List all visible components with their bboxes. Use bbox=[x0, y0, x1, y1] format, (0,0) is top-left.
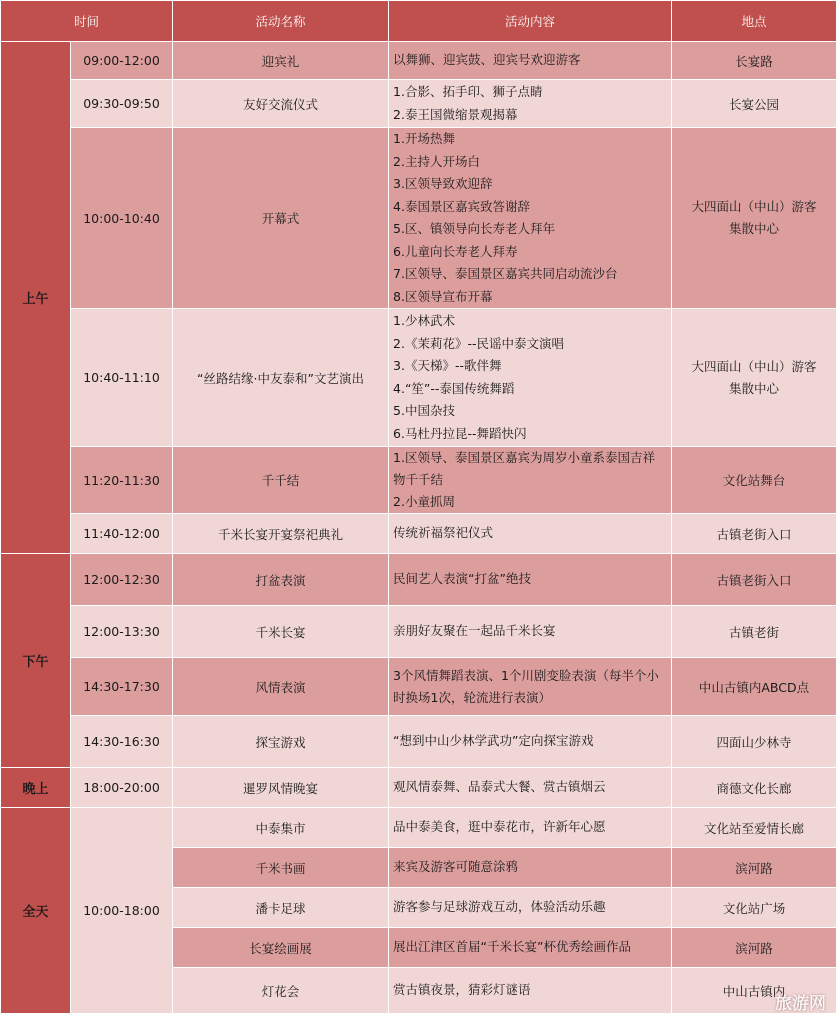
content-line: 3.区领导致欢迎辞 bbox=[393, 176, 493, 191]
content-line: 6.儿童向长寿老人拜寿 bbox=[393, 243, 518, 259]
location-cell: 中山古镇内ABCD点 bbox=[672, 658, 836, 716]
location-cell: 文化站舞台 bbox=[672, 447, 836, 514]
activity-name-cell: 开幕式 bbox=[173, 128, 389, 309]
activity-name-cell: 潘卡足球 bbox=[173, 888, 389, 928]
activity-content-cell bbox=[389, 968, 672, 1014]
time-cell: 10:00-18:00 bbox=[71, 808, 173, 1014]
time-cell: 10:40-11:10 bbox=[71, 309, 173, 447]
location-cell: 四面山少林寺 bbox=[672, 716, 836, 768]
activity-content-cell bbox=[389, 128, 672, 309]
table-row bbox=[1, 514, 836, 554]
time-cell: 11:20-11:30 bbox=[71, 447, 173, 514]
activity-content-cell bbox=[389, 888, 672, 928]
period-label: 晚上 bbox=[1, 768, 71, 808]
time-cell: 09:00-12:00 bbox=[71, 42, 173, 80]
table-row bbox=[1, 128, 836, 309]
activity-content-cell bbox=[389, 42, 672, 80]
content-line: 赏古镇夜景，猜彩灯谜语 bbox=[393, 982, 531, 998]
table-row bbox=[1, 42, 836, 80]
activity-content-cell bbox=[389, 447, 672, 514]
content-line: 2.泰王国微缩景观揭幕 bbox=[393, 106, 518, 122]
header-time: 时间 bbox=[1, 1, 173, 42]
content-line: 5.区、镇领导向长寿老人拜年 bbox=[393, 221, 555, 236]
location-cell: 中山古镇内 bbox=[672, 968, 836, 1014]
activity-name-cell: 千千结 bbox=[173, 447, 389, 514]
time-cell: 12:00-12:30 bbox=[71, 554, 173, 606]
activity-content-cell bbox=[389, 928, 672, 968]
activity-name-cell: 友好交流仪式 bbox=[173, 80, 389, 128]
content-line: 7.区领导、泰国景区嘉宾共同启动流沙台 bbox=[393, 266, 618, 281]
activity-content-cell bbox=[389, 716, 672, 768]
content-line: 传统祈福祭祀仪式 bbox=[393, 525, 494, 541]
content-line: 1.开场热舞 bbox=[393, 131, 455, 146]
table-row bbox=[1, 309, 836, 447]
table-row bbox=[1, 808, 836, 848]
content-line: 游客参与足球游戏互动，体验活动乐趣 bbox=[393, 899, 606, 915]
location-cell: 商德文化长廊 bbox=[672, 768, 836, 808]
content-line: 1.合影、拓手印、狮子点睛 bbox=[393, 84, 543, 99]
activity-content-cell bbox=[389, 80, 672, 128]
activity-content-cell bbox=[389, 848, 672, 888]
content-line: 民间艺人表演“打盆”绝技 bbox=[393, 571, 531, 587]
content-line: 3个风情舞蹈表演、1个川剧变脸表演（每半个小时换场1次，轮流进行表演） bbox=[393, 667, 659, 705]
activity-content-cell bbox=[389, 768, 672, 808]
period-label: 下午 bbox=[1, 554, 71, 768]
header-row bbox=[1, 1, 836, 42]
location-cell: 古镇老街入口 bbox=[672, 554, 836, 606]
header-activity-content: 活动内容 bbox=[389, 1, 672, 42]
activity-content-cell bbox=[389, 514, 672, 554]
location-cell: 古镇老街 bbox=[672, 606, 836, 658]
content-line: 展出江津区首届“千米长宴”杯优秀绘画作品 bbox=[393, 939, 631, 955]
location-cell: 大四面山（中山）游客集散中心 bbox=[672, 309, 836, 447]
activity-name-cell: 风情表演 bbox=[173, 658, 389, 716]
location-cell: 文化站广场 bbox=[672, 888, 836, 928]
time-cell: 14:30-17:30 bbox=[71, 658, 173, 716]
content-line: 来宾及游客可随意涂鸦 bbox=[393, 859, 519, 875]
activity-name-cell: 中泰集市 bbox=[173, 808, 389, 848]
activity-name-cell: 暹罗风情晚宴 bbox=[173, 768, 389, 808]
period-label: 全天 bbox=[1, 808, 71, 1014]
table-row bbox=[1, 658, 836, 716]
content-line: 4.泰国景区嘉宾致答谢辞 bbox=[393, 198, 530, 214]
location-cell: 滨河路 bbox=[672, 848, 836, 888]
content-line: 2.《茉莉花》--民谣中泰文演唱 bbox=[393, 335, 564, 351]
table-row bbox=[1, 768, 836, 808]
activity-name-cell: 长宴绘画展 bbox=[173, 928, 389, 968]
content-line: 6.马杜丹拉昆--舞蹈快闪 bbox=[393, 425, 527, 441]
activity-name-cell: 打盆表演 bbox=[173, 554, 389, 606]
activity-name-cell: “丝路结缘·中友泰和”文艺演出 bbox=[173, 309, 389, 447]
activity-name-cell: 千米书画 bbox=[173, 848, 389, 888]
table-row bbox=[1, 447, 836, 514]
content-line: 4.“笙”--泰国传统舞蹈 bbox=[393, 380, 515, 396]
content-line: 8.区领导宣布开幕 bbox=[393, 288, 493, 304]
activity-content-cell bbox=[389, 658, 672, 716]
watermark-logo: 旅游网 bbox=[775, 994, 826, 1014]
time-cell: 11:40-12:00 bbox=[71, 514, 173, 554]
time-cell: 18:00-20:00 bbox=[71, 768, 173, 808]
content-line: 观风情泰舞、品泰式大餐、赏古镇烟云 bbox=[393, 779, 606, 795]
content-line: “想到中山少林学武功”定向探宝游戏 bbox=[393, 733, 594, 749]
activity-content-cell bbox=[389, 309, 672, 447]
table-row bbox=[1, 80, 836, 128]
period-label: 上午 bbox=[1, 42, 71, 554]
activity-content-cell bbox=[389, 554, 672, 606]
activity-name-cell: 探宝游戏 bbox=[173, 716, 389, 768]
content-line: 品中泰美食，逛中泰花市，许新年心愿 bbox=[393, 819, 606, 835]
activity-name-cell: 灯花会 bbox=[173, 968, 389, 1014]
time-cell: 12:00-13:30 bbox=[71, 606, 173, 658]
content-line: 1.区领导、泰国景区嘉宾为周岁小童系泰国吉祥物千千结 bbox=[393, 450, 655, 487]
content-line: 2.小童抓周 bbox=[393, 494, 455, 509]
content-line: 1.少林武术 bbox=[393, 313, 455, 328]
table-row bbox=[1, 716, 836, 768]
content-line: 5.中国杂技 bbox=[393, 403, 455, 418]
location-cell: 大四面山（中山）游客集散中心 bbox=[672, 128, 836, 309]
time-cell: 14:30-16:30 bbox=[71, 716, 173, 768]
header-activity-name: 活动名称 bbox=[173, 1, 389, 42]
content-line: 2.主持人开场白 bbox=[393, 153, 480, 169]
time-cell: 09:30-09:50 bbox=[71, 80, 173, 128]
content-line: 以舞狮、迎宾鼓、迎宾号欢迎游客 bbox=[393, 52, 581, 68]
location-cell: 文化站至爱情长廊 bbox=[672, 808, 836, 848]
table-row bbox=[1, 606, 836, 658]
content-line: 3.《天梯》--歌伴舞 bbox=[393, 358, 502, 373]
activity-name-cell: 千米长宴开宴祭祀典礼 bbox=[173, 514, 389, 554]
activity-content-cell bbox=[389, 606, 672, 658]
location-cell: 长宴公园 bbox=[672, 80, 836, 128]
table-row bbox=[1, 554, 836, 606]
location-cell: 滨河路 bbox=[672, 928, 836, 968]
activity-name-cell: 千米长宴 bbox=[173, 606, 389, 658]
location-cell: 古镇老街入口 bbox=[672, 514, 836, 554]
content-line: 亲朋好友聚在一起品千米长宴 bbox=[393, 623, 556, 639]
activity-content-cell bbox=[389, 808, 672, 848]
location-cell: 长宴路 bbox=[672, 42, 836, 80]
time-cell: 10:00-10:40 bbox=[71, 128, 173, 309]
activity-name-cell: 迎宾礼 bbox=[173, 42, 389, 80]
header-location: 地点 bbox=[672, 1, 836, 42]
